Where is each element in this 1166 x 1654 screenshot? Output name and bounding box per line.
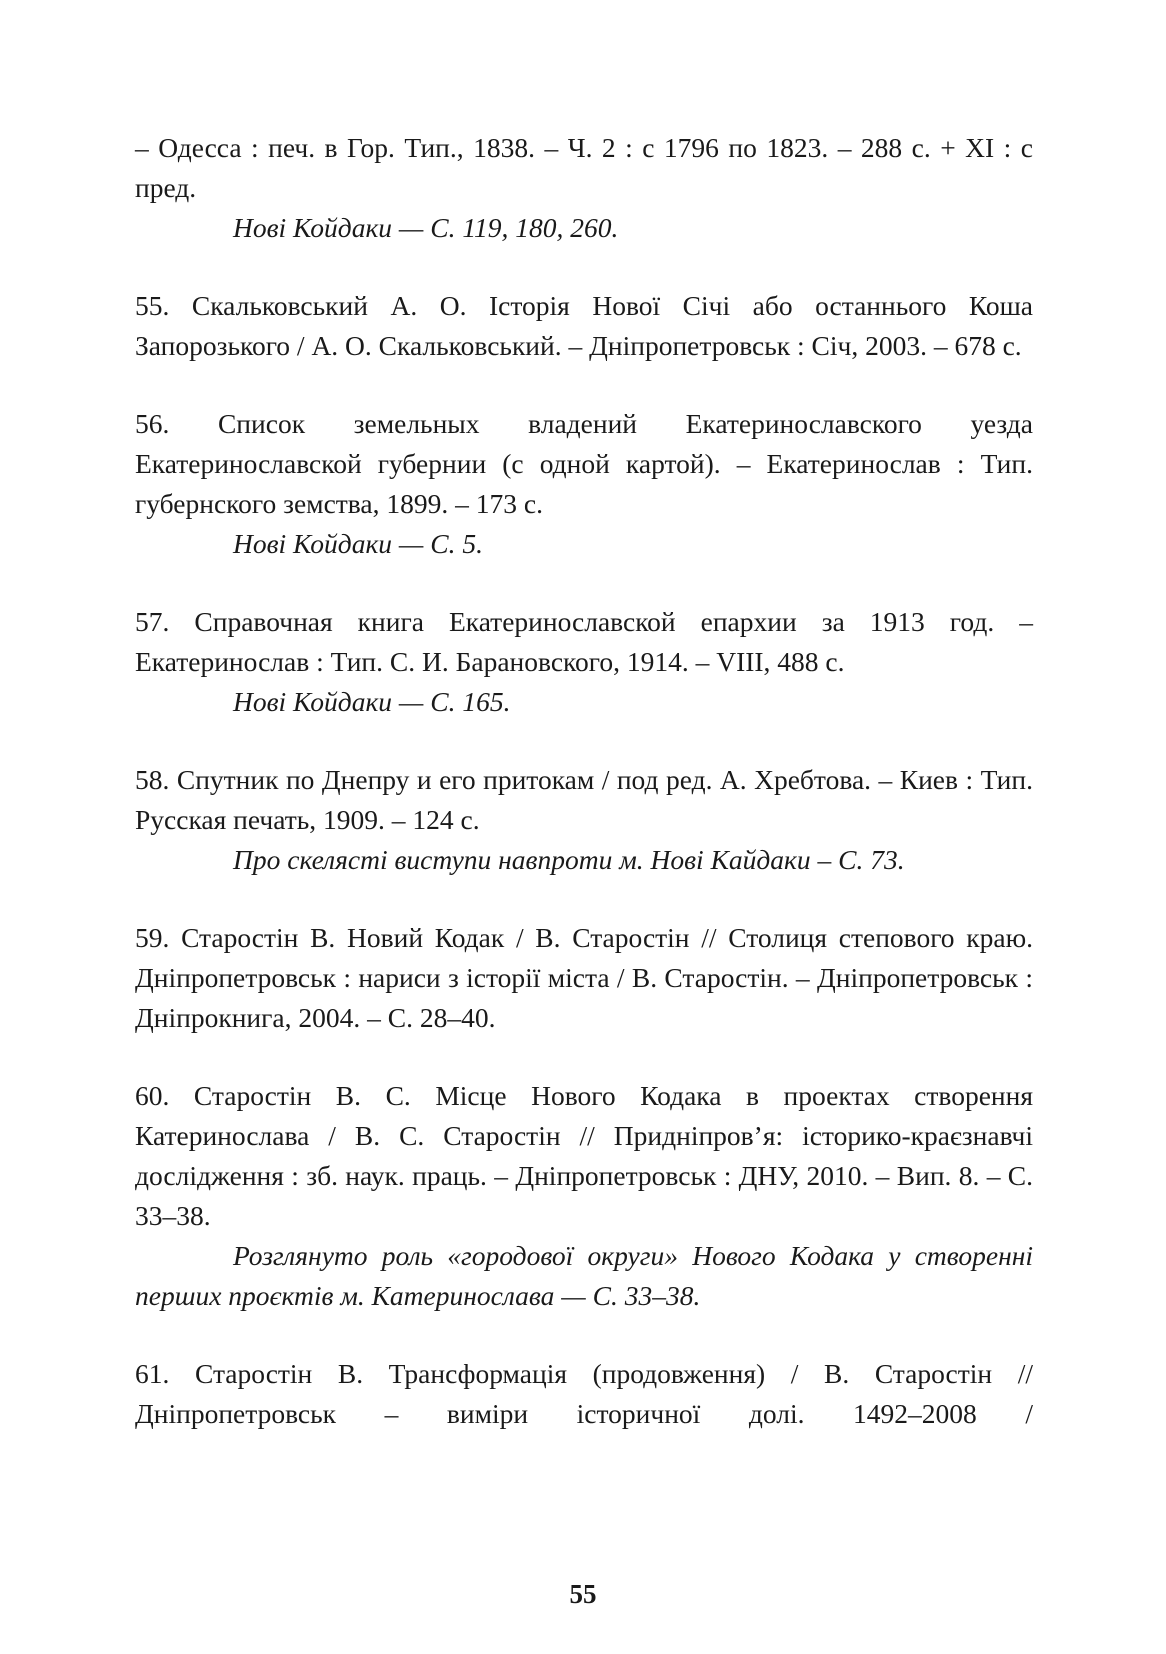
bibliography-entry-60 (135, 1076, 1033, 1316)
entry-text: 59. Старостін В. Новий Кодак / В. Старостін // Столиця степового краю. Дніпропетровськ : нариси з історії міста / В. Старостін. – Дніпропетровськ : Дніпрокнига, 2004. – С. 28–40. (135, 922, 1033, 1033)
bibliography-entry-continued (135, 128, 1033, 248)
page-body (135, 128, 1033, 1472)
bibliography-entry-57 (135, 602, 1033, 722)
entry-text: 56. Список земельных владений Екатеринославского уезда Екатеринославской губернии (с одной картой). – Екатеринослав : Тип. губернского земства, 1899. – 173 с. (135, 408, 1033, 519)
entry-text: 58. Спутник по Днепру и его притокам / под ред. А. Хребтова. – Киев : Тип. Русская печать, 1909. – 124 с. (135, 764, 1033, 835)
bibliography-entry-56 (135, 404, 1033, 564)
entry-note: Розглянуто роль «городової округи» Нового Кодака у створенні перших проєктів м. Катеринослава — С. 33–38. (135, 1240, 1033, 1311)
entry-text: 61. Старостін В. Трансформація (продовження) / В. Старостін // Дніпропетровськ – виміри історичної долі. 1492–2008 / (135, 1358, 1033, 1429)
entry-text: 57. Справочная книга Екатеринославской епархии за 1913 год. – Екатеринослав : Тип. С. И. Барановского, 1914. – VIII, 488 с. (135, 606, 1033, 677)
bibliography-entry-55 (135, 286, 1033, 366)
entry-text: – Одесса : печ. в Гор. Тип., 1838. – Ч. 2 : с 1796 по 1823. – 288 с. + XI : с пред. (135, 132, 1033, 203)
entry-note: Нові Койдаки — С. 165. (233, 686, 511, 717)
bibliography-entry-59 (135, 918, 1033, 1038)
entry-note: Про скелясті виступи навпроти м. Нові Кайдаки – С. 73. (233, 844, 905, 875)
bibliography-entry-58 (135, 760, 1033, 880)
entry-text: 55. Скальковський А. О. Історія Нової Січі або останнього Коша Запорозького / А. О. Скальковський. – Дніпропетровськ : Січ, 2003. – 678 с. (135, 290, 1033, 361)
entry-note: Нові Койдаки — С. 119, 180, 260. (233, 212, 619, 243)
entry-note: Нові Койдаки — С. 5. (233, 528, 483, 559)
page-number: 55 (569, 1579, 597, 1609)
entry-text: 60. Старостін В. С. Місце Нового Кодака в проектах створення Катеринослава / В. С. Старостін // Придніпров’я: історико-краєзнавчі дослідження : зб. наук. праць. – Дніпропетровськ : ДНУ, 2010. – Вип. 8. – С. 33–38. (135, 1080, 1033, 1231)
bibliography-entry-61 (135, 1354, 1033, 1434)
